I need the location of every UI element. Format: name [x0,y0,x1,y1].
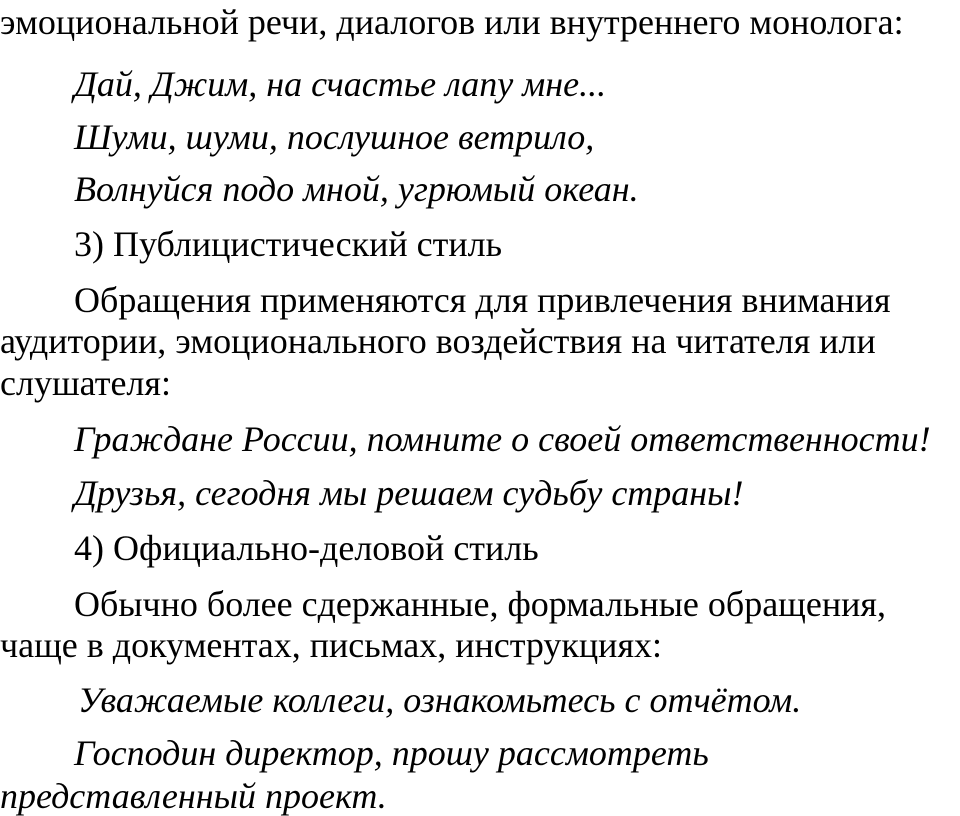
poem-example-line: Волнуйся подо мной, угрюмый океан. [74,169,639,209]
body-text-line: чаще в документах, письмах, инструкциях: [0,625,663,665]
poem-example-line: Шуми, шуми, послушное ветрило, [74,117,595,157]
body-text-line: эмоциональной речи, диалогов или внутреннего монолога: [0,2,904,42]
body-text-line: аудитории, эмоционального воздействия на читателя или [0,321,876,361]
section-heading: 3) Публицистический стиль [74,224,503,264]
section-heading: 4) Официально-деловой стиль [74,528,539,568]
body-text-line: Обращения применяются для привлечения внимания [74,280,891,320]
example-phrase: Граждане России, помните о своей ответственности! [74,419,931,459]
example-phrase: Друзья, сегодня мы решаем судьбу страны! [74,473,744,513]
example-phrase: представленный проект. [0,776,387,816]
body-text-line: слушателя: [0,363,171,403]
body-text-line: Обычно более сдержанные, формальные обращения, [74,584,886,624]
example-phrase: Уважаемые коллеги, ознакомьтесь с отчётом. [78,680,802,720]
example-phrase: Господин директор, прошу рассмотреть [74,733,709,773]
poem-example-line: Дай, Джим, на счастье лапу мне... [74,64,607,104]
